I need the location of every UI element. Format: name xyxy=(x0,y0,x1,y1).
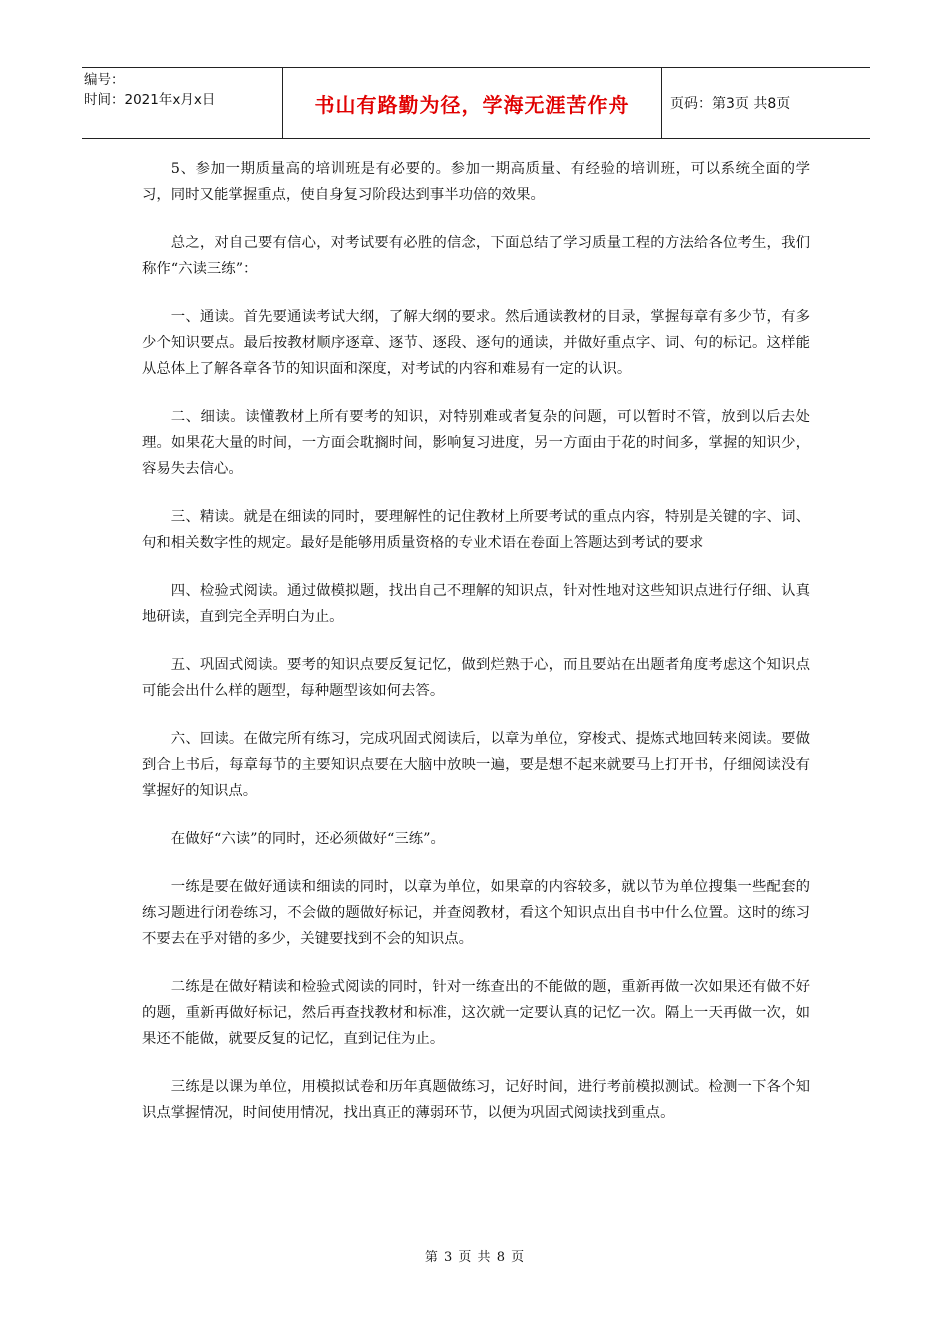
paragraph: 四、检验式阅读。通过做模拟题，找出自己不理解的知识点，针对性地对这些知识点进行仔细、认真地研读，直到完全弄明白为止。 xyxy=(142,583,810,625)
document-body xyxy=(142,156,810,1148)
paragraph: 一练是要在做好通读和细读的同时，以章为单位，如果章的内容较多，就以节为单位搜集一些配套的练习题进行闭卷练习，不会做的题做好标记，并查阅教材，看这个知识点出自书中什么位置。这时的练习不要去在乎对错的多少，关键要找到不会的知识点。 xyxy=(142,879,810,947)
paragraph: 六、回读。在做完所有练习，完成巩固式阅读后，以章为单位，穿梭式、提炼式地回转来阅读。要做到合上书后，每章每节的主要知识点要在大脑中放映一遍，要是想不起来就要马上打开书，仔细阅读没有掌握好的知识点。 xyxy=(142,731,810,799)
paragraph: 在做好“六读”的同时，还必须做好“三练”。 xyxy=(170,831,445,847)
header-motto: 书山有路勤为径，学海无涯苦作舟 xyxy=(282,68,662,138)
paragraph: 总之，对自己要有信心，对考试要有必胜的信念，下面总结了学习质量工程的方法给各位考生，我们称作“六读三练”： xyxy=(142,235,810,277)
document-number-label: 编号： xyxy=(84,72,125,88)
paragraph: 三、精读。就是在细读的同时，要理解性的记住教材上所要考试的重点内容，特别是关键的字、词、句和相关数字性的规定。最好是能够用质量资格的专业术语在卷面上答题达到考试的要求 xyxy=(142,509,810,551)
paragraph: 一、通读。首先要通读考试大纲，了解大纲的要求。然后通读教材的目录，掌握每章有多少节，有多少个知识要点。最后按教材顺序逐章、逐节、逐段、逐句的通读，并做好重点字、词、句的标记。这样能从总体上了解各章各节的知识面和深度，对考试的内容和难易有一定的认识。 xyxy=(142,309,810,377)
paragraph: 二、细读。读懂教材上所有要考的知识，对特别难或者复杂的问题，可以暂时不管，放到以后去处理。如果花大量的时间，一方面会耽搁时间，影响复习进度，另一方面由于花的时间多，掌握的知识少，容易失去信心。 xyxy=(142,409,810,477)
paragraph: 五、巩固式阅读。要考的知识点要反复记忆，做到烂熟于心，而且要站在出题者角度考虑这个知识点可能会出什么样的题型，每种题型该如何去答。 xyxy=(142,657,810,699)
document-date-label: 时间：2021年x月x日 xyxy=(84,92,216,108)
paragraph: 三练是以课为单位，用模拟试卷和历年真题做练习，记好时间，进行考前模拟测试。检测一下各个知识点掌握情况，时间使用情况，找出真正的薄弱环节，以便为巩固式阅读找到重点。 xyxy=(142,1079,810,1121)
header-page-label: 页码：第3页 共8页 xyxy=(670,96,791,112)
document-header xyxy=(82,67,870,139)
paragraph: 二练是在做好精读和检验式阅读的同时，针对一练查出的不能做的题，重新再做一次如果还有做不好的题，重新再做好标记，然后再查找教材和标准，这次就一定要认真的记忆一次。隔上一天再做一次，如果还不能做，就要反复的记忆，直到记住为止。 xyxy=(142,979,810,1047)
page-footer: 第 3 页 共 8 页 xyxy=(424,1250,526,1265)
header-meta xyxy=(82,68,282,138)
paragraph: 5、参加一期质量高的培训班是有必要的。参加一期高质量、有经验的培训班，可以系统全面的学习，同时又能掌握重点，使自身复习阶段达到事半功倍的效果。 xyxy=(142,161,810,203)
